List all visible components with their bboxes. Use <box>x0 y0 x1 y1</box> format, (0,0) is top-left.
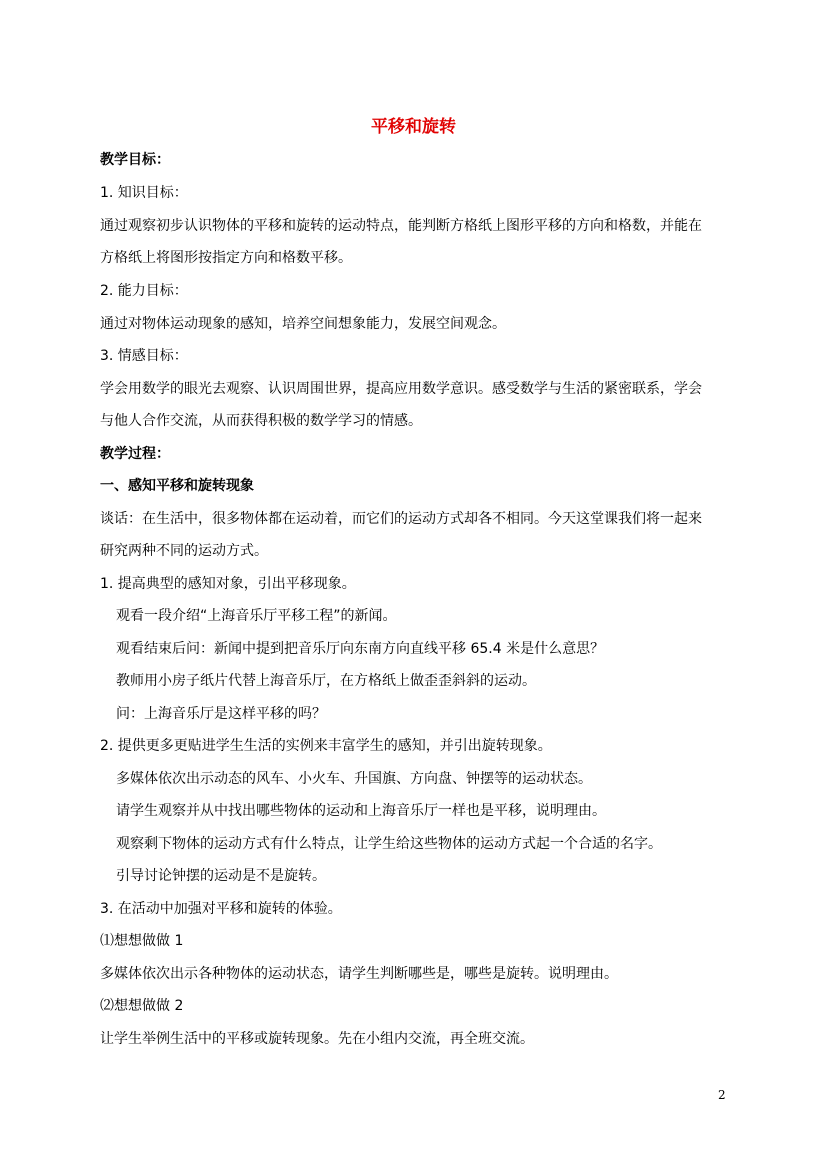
step-two-heading: 2. 提供更多更贴进学生生活的实例来丰富学生的感知，并引出旋转现象。 <box>100 738 552 754</box>
heading-teaching-goals: 教学目标： <box>100 152 170 168</box>
goal-ability-heading: 2. 能力目标： <box>100 283 188 299</box>
heading-teaching-process: 教学过程： <box>100 446 170 462</box>
paragraph-line: 问：上海音乐厅是这样平移的吗？ <box>116 706 326 722</box>
page-number: 2 <box>718 1088 726 1102</box>
goal-emotion-heading: 3. 情感目标： <box>100 348 188 364</box>
paragraph-line: 多媒体依次出示各种物体的运动状态，请学生判断哪些是，哪些是旋转。说明理由。 <box>100 966 618 982</box>
paragraph-line: 通过观察初步认识物体的平移和旋转的运动特点，能判断方格纸上图形平移的方向和格数，并能在 <box>100 218 702 234</box>
paragraph-line: 谈话：在生活中，很多物体都在运动着，而它们的运动方式却各不相同。今天这堂课我们将一起来 <box>100 511 702 527</box>
paragraph-line: 多媒体依次出示动态的风车、小火车、升国旗、方向盘、钟摆等的运动状态。 <box>116 771 592 787</box>
paragraph-line: 学会用数学的眼光去观察、认识周围世界，提高应用数学意识。感受数学与生活的紧密联系，学会 <box>100 381 702 397</box>
paragraph-line: 与他人合作交流，从而获得积极的数学学习的情感。 <box>100 413 422 429</box>
paragraph-line: 方格纸上将图形按指定方向和格数平移。 <box>100 250 352 266</box>
paragraph-line: 让学生举例生活中的平移或旋转现象。先在小组内交流，再全班交流。 <box>100 1031 534 1047</box>
step-three-heading: 3. 在活动中加强对平移和旋转的体验。 <box>100 901 342 917</box>
paragraph-line: 引导讨论钟摆的运动是不是旋转。 <box>116 868 326 884</box>
paragraph-line: 请学生观察并从中找出哪些物体的运动和上海音乐厅一样也是平移，说明理由。 <box>116 803 606 819</box>
goal-knowledge-heading: 1. 知识目标： <box>100 185 188 201</box>
paragraph-line: 研究两种不同的运动方式。 <box>100 543 268 559</box>
section-heading-one: 一、感知平移和旋转现象 <box>100 478 254 494</box>
exercise-one-heading: ⑴想想做做 1 <box>100 933 184 949</box>
paragraph-line: 观看一段介绍“上海音乐厅平移工程”的新闻。 <box>116 608 397 624</box>
paragraph-line: 观看结束后问：新闻中提到把音乐厅向东南方向直线平移 65.4 米是什么意思？ <box>116 641 605 657</box>
paragraph-line: 通过对物体运动现象的感知，培养空间想象能力，发展空间观念。 <box>100 316 506 332</box>
exercise-two-heading: ⑵想想做做 2 <box>100 998 184 1014</box>
step-one-heading: 1. 提高典型的感知对象，引出平移现象。 <box>100 576 356 592</box>
document-title: 平移和旋转 <box>371 117 456 137</box>
paragraph-line: 教师用小房子纸片代替上海音乐厅，在方格纸上做歪歪斜斜的运动。 <box>116 673 536 689</box>
paragraph-line: 观察剩下物体的运动方式有什么特点，让学生给这些物体的运动方式起一个合适的名字。 <box>116 836 662 852</box>
